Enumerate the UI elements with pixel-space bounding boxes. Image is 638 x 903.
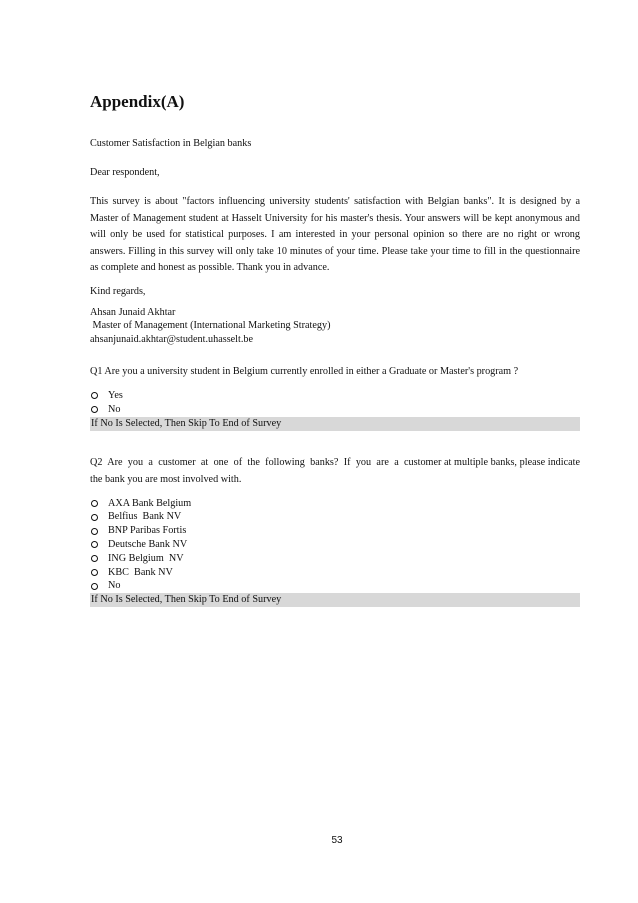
- q2-option-kbc[interactable]: [90, 566, 580, 580]
- option-label: ING Belgium NV: [108, 552, 184, 564]
- radio-circle-icon[interactable]: [91, 541, 98, 548]
- q2-option-bnp[interactable]: [90, 524, 580, 538]
- intro-paragraph: This survey is about "factors influencing university students' satisfaction with Belgian banks". It is designed by a Master of Management student at Hasselt University for his master's thesis. Your answers will be kept anonymous and will only be used for statistical purposes. I am interested in your personal opinion so there are no right or wrong answers. Filling in this survey will only take 10 minutes of your time. Please take your time to fill in the questionnaire as complete and honest as possible. Thank you in advance.: [90, 196, 580, 273]
- q1-option-no[interactable]: [90, 403, 580, 417]
- radio-circle-icon[interactable]: [91, 514, 98, 521]
- option-label: Deutsche Bank NV: [108, 538, 188, 550]
- question-2: Q2 Are you a customer at one of the following banks? If you are a customer at multiple banks, please indicate the bank you are most involved with.: [90, 456, 583, 485]
- q2-option-axa[interactable]: [90, 497, 580, 511]
- option-label: Yes: [108, 390, 123, 401]
- question-1-options: [90, 389, 580, 417]
- signature-block: [90, 306, 580, 347]
- radio-circle-icon[interactable]: [91, 500, 98, 507]
- option-label: BNP Paribas Fortis: [108, 525, 187, 537]
- signature-name: Ahsan Junaid Akhtar: [90, 306, 176, 318]
- option-label: No: [108, 403, 121, 415]
- page-content: [90, 92, 583, 607]
- question-1: Q1 Are you a university student in Belgium currently enrolled in either a Graduate or Master's program ?: [90, 366, 519, 377]
- radio-circle-icon[interactable]: [91, 583, 98, 590]
- option-label: No: [108, 580, 121, 592]
- q2-skip-logic-bar: If No Is Selected, Then Skip To End of Survey: [90, 593, 580, 607]
- signature-program: Master of Management (International Marketing Strategy): [90, 320, 331, 331]
- q1-option-yes[interactable]: [90, 389, 580, 403]
- q2-option-belfius[interactable]: [90, 510, 580, 524]
- page-title: Appendix(A): [90, 92, 185, 111]
- option-label: AXA Bank Belgium: [108, 497, 192, 509]
- q2-option-deutsche[interactable]: [90, 538, 580, 552]
- spacer: [90, 431, 580, 454]
- question-2-options: [90, 497, 580, 594]
- page-number: 53: [331, 835, 343, 846]
- closing-line: Kind regards,: [90, 285, 146, 297]
- option-label: KBC Bank NV: [108, 566, 173, 578]
- option-label: Belfius Bank NV: [108, 511, 182, 523]
- radio-circle-icon[interactable]: [91, 406, 98, 413]
- signature-email: ahsanjunaid.akhtar@student.uhasselt.be: [90, 333, 253, 345]
- greeting: Dear respondent,: [90, 167, 160, 178]
- q2-option-no[interactable]: [90, 579, 580, 593]
- q2-option-ing[interactable]: [90, 552, 580, 566]
- radio-circle-icon[interactable]: [91, 555, 98, 562]
- radio-circle-icon[interactable]: [91, 569, 98, 576]
- radio-circle-icon[interactable]: [91, 528, 98, 535]
- radio-circle-icon[interactable]: [91, 392, 98, 399]
- survey-subtitle: Customer Satisfaction in Belgian banks: [90, 138, 252, 149]
- q1-skip-logic-bar: If No Is Selected, Then Skip To End of Survey: [90, 417, 580, 431]
